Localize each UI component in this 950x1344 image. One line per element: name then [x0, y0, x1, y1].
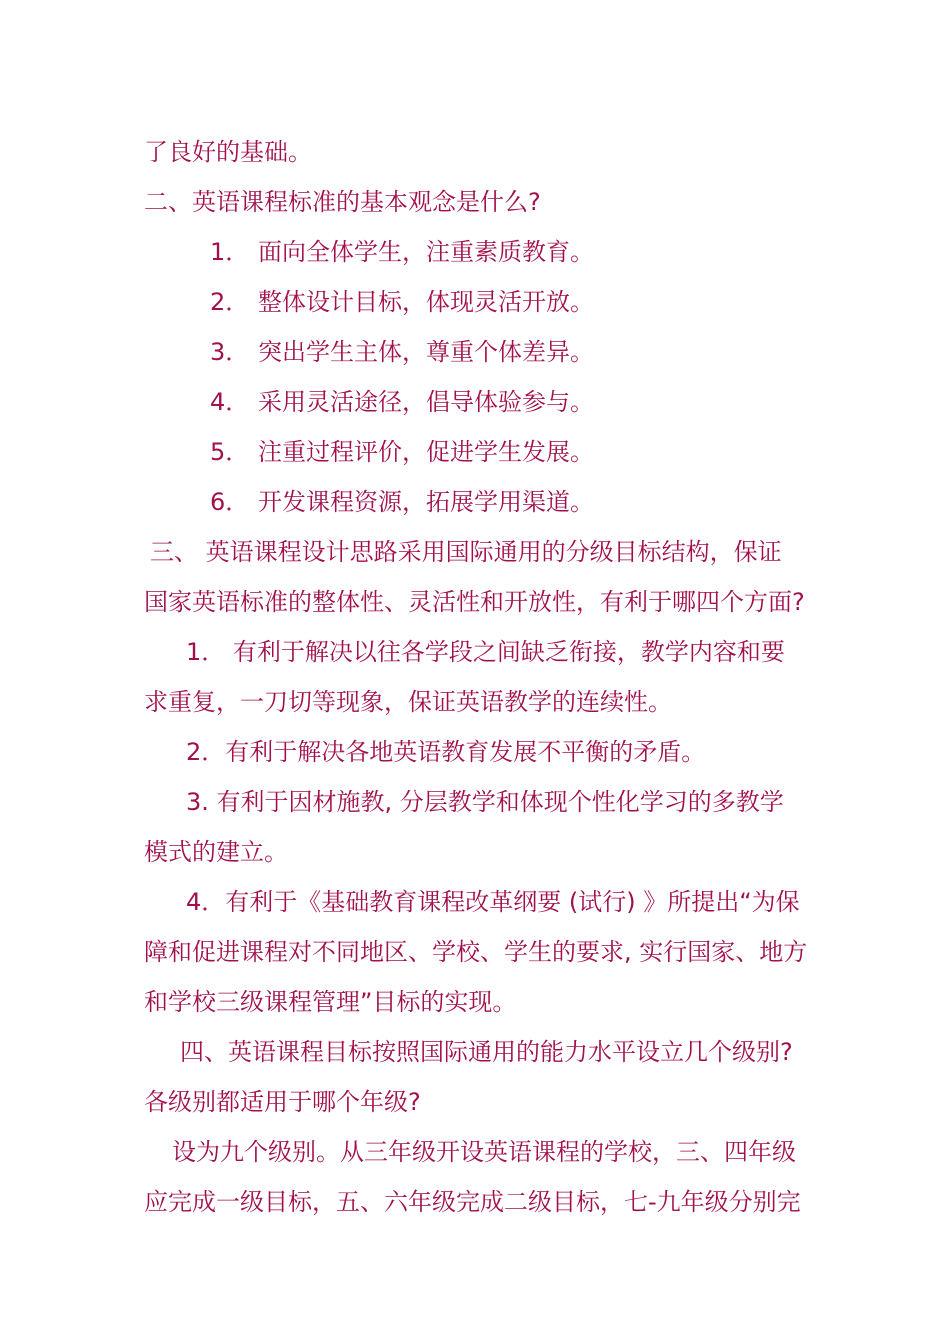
answer-4-line-2: 应完成一级目标，五、六年级完成二级目标，七-九年级分别完	[144, 1188, 801, 1216]
list-item-text: 面向全体学生，注重素质教育。	[258, 238, 594, 266]
list-item-number: 1．	[210, 238, 250, 266]
answer-3-item-3-line-2: 模式的建立。	[144, 838, 288, 866]
list-item-number: 4．	[210, 388, 250, 416]
list-item-number: 3．	[210, 338, 250, 366]
answer-3-item-1-line-1: 1． 有利于解决以往各学段之间缺乏衔接，教学内容和要	[186, 638, 785, 666]
list-item	[210, 436, 594, 468]
list-item-text: 突出学生主体，尊重个体差异。	[258, 338, 594, 366]
answer-3-item-1-line-2: 求重复，一刀切等现象，保证英语教学的连续性。	[144, 688, 672, 716]
list-item-text: 采用灵活途径，倡导体验参与。	[258, 388, 594, 416]
list-item	[210, 486, 594, 518]
answer-4-line-1: 设为九个级别。从三年级开设英语课程的学校，三、四年级	[172, 1138, 796, 1166]
list-item-text: 开发课程资源，拓展学用渠道。	[258, 488, 594, 516]
paragraph-continuation: 了良好的基础。	[144, 138, 312, 166]
answer-3-item-4-line-3: 和学校三级课程管理”目标的实现。	[144, 988, 517, 1016]
list-item-number: 2．	[210, 288, 250, 316]
list-item	[210, 286, 594, 318]
question-3-heading-line-2: 国家英语标准的整体性、灵活性和开放性，有利于哪四个方面?	[144, 588, 805, 616]
question-4-heading-line-2: 各级别都适用于哪个年级?	[144, 1088, 421, 1116]
list-item-number: 5．	[210, 438, 250, 466]
list-item-number: 6．	[210, 488, 250, 516]
list-item	[210, 336, 594, 368]
list-item	[210, 386, 594, 418]
question-3-heading-line-1: 三、 英语课程设计思路采用国际通用的分级目标结构，保证	[150, 538, 782, 566]
question-2-heading: 二、英语课程标准的基本观念是什么?	[144, 188, 541, 216]
question-4-heading-line-1: 四、英语课程目标按照国际通用的能力水平设立几个级别?	[180, 1038, 793, 1066]
answer-3-item-2: 2．有利于解决各地英语教育发展不平衡的矛盾。	[186, 738, 706, 766]
list-item	[210, 236, 594, 268]
list-item-text: 整体设计目标，体现灵活开放。	[258, 288, 594, 316]
answer-3-item-3-line-1: 3. 有利于因材施教, 分层教学和体现个性化学习的多教学	[186, 788, 784, 816]
list-item-text: 注重过程评价，促进学生发展。	[258, 438, 594, 466]
answer-3-item-4-line-1: 4．有利于《基础教育课程改革纲要 (试行) 》所提出“为保	[186, 888, 800, 916]
answer-3-item-4-line-2: 障和促进课程对不同地区、学校、学生的要求, 实行国家、地方	[144, 938, 808, 966]
